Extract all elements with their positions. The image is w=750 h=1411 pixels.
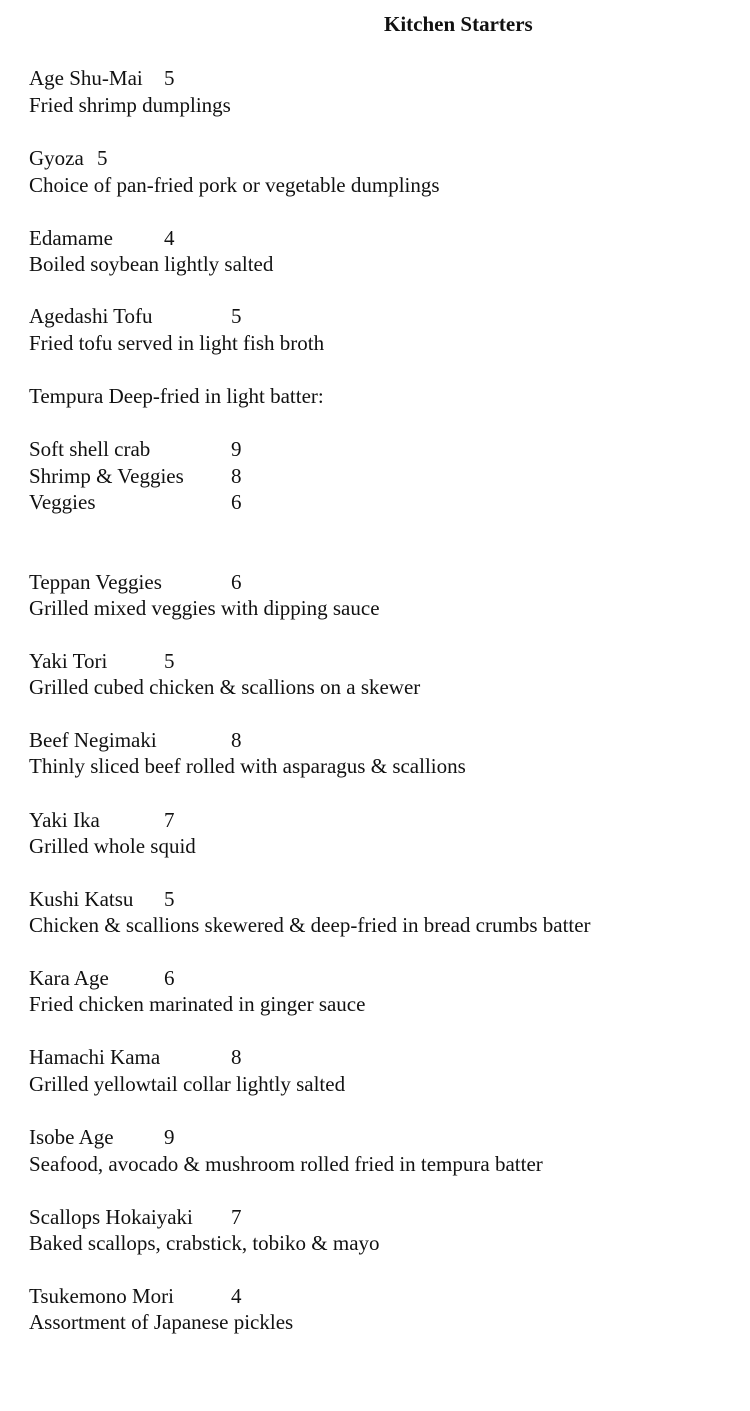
- item-description: Seafood, avocado & mushroom rolled fried in tempura batter: [29, 1152, 543, 1176]
- item-price: 5: [164, 649, 175, 673]
- item-name: Yaki Ika: [29, 808, 100, 832]
- item-name: Hamachi Kama: [29, 1045, 161, 1069]
- item-price: 4: [164, 226, 175, 250]
- item-description: Baked scallops, crabstick, tobiko & mayo: [29, 1231, 380, 1255]
- item-price: 9: [164, 1125, 175, 1149]
- item-description: Boiled soybean lightly salted: [29, 252, 274, 276]
- item-name: Age Shu-Mai: [29, 66, 143, 90]
- item-price: 8: [231, 728, 242, 752]
- item-description: Chicken & scallions skewered & deep-fried in bread crumbs batter: [29, 913, 591, 937]
- item-price: 5: [97, 146, 108, 170]
- tempura-option-name: Veggies: [29, 490, 96, 514]
- item-price: 5: [164, 887, 175, 911]
- item-description: Thinly sliced beef rolled with asparagus & scallions: [29, 754, 466, 778]
- item-name: Agedashi Tofu: [29, 304, 153, 328]
- item-price: 4: [231, 1284, 242, 1308]
- item-name: Kara Age: [29, 966, 109, 990]
- item-name: Tsukemono Mori: [29, 1284, 174, 1308]
- item-name: Teppan Veggies: [29, 570, 162, 594]
- item-price: 6: [231, 570, 242, 594]
- item-price: 5: [231, 304, 242, 328]
- item-description: Grilled mixed veggies with dipping sauce: [29, 596, 380, 620]
- item-description: Fried chicken marinated in ginger sauce: [29, 992, 366, 1016]
- item-price: 7: [231, 1205, 242, 1229]
- tempura-option-name: Soft shell crab: [29, 437, 151, 461]
- item-description: Fried shrimp dumplings: [29, 93, 231, 117]
- item-name: Isobe Age: [29, 1125, 114, 1149]
- item-name: Kushi Katsu: [29, 887, 134, 911]
- item-price: 6: [164, 966, 175, 990]
- item-description: Choice of pan-fried pork or vegetable dumplings: [29, 173, 440, 197]
- item-price: 7: [164, 808, 175, 832]
- tempura-option-name: Shrimp & Veggies: [29, 464, 184, 488]
- item-description: Grilled cubed chicken & scallions on a skewer: [29, 675, 421, 699]
- item-description: Fried tofu served in light fish broth: [29, 331, 325, 355]
- item-price: 5: [164, 66, 175, 90]
- tempura-heading: Tempura Deep-fried in light batter:: [29, 384, 324, 408]
- item-name: Gyoza: [29, 146, 84, 170]
- item-description: Grilled whole squid: [29, 834, 196, 858]
- tempura-option-price: 9: [231, 437, 242, 461]
- item-name: Edamame: [29, 226, 113, 250]
- item-name: Yaki Tori: [29, 649, 108, 673]
- item-description: Assortment of Japanese pickles: [29, 1310, 294, 1334]
- tempura-option-price: 6: [231, 490, 242, 514]
- tempura-option-price: 8: [231, 464, 242, 488]
- page-title: Kitchen Starters: [384, 12, 533, 36]
- item-name: Beef Negimaki: [29, 728, 157, 752]
- item-description: Grilled yellowtail collar lightly salted: [29, 1072, 346, 1096]
- item-price: 8: [231, 1045, 242, 1069]
- item-name: Scallops Hokaiyaki: [29, 1205, 193, 1229]
